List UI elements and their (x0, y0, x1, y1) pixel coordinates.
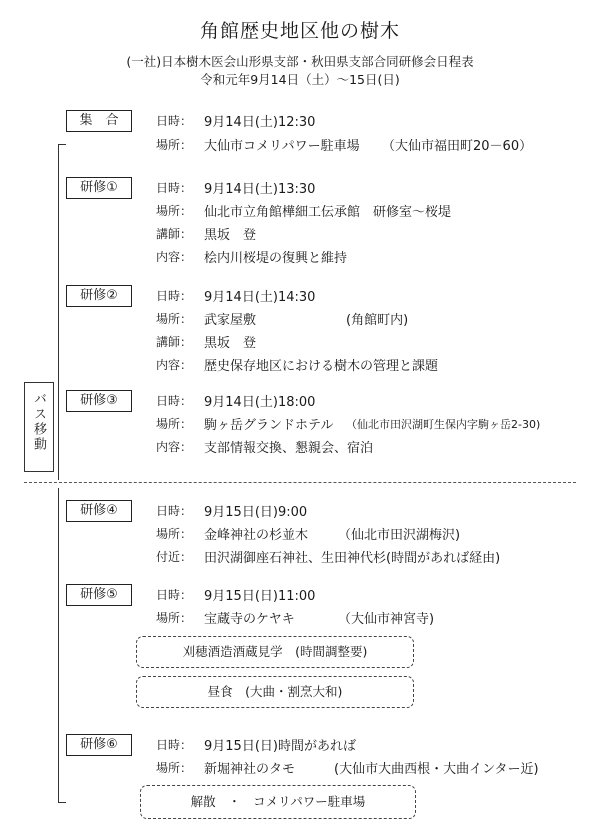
row-label: 場所： (156, 417, 193, 431)
row-label: 場所： (156, 527, 193, 541)
row-value: 歴史保存地区における樹木の管理と課題 (204, 359, 439, 374)
row-label: 場所： (156, 204, 193, 218)
bus-bracket-line-lower (58, 488, 59, 802)
row-label: 内容： (156, 358, 193, 372)
bus-bracket-line (58, 144, 59, 480)
lunch-box: 昼食 (大曲・割烹大和) (136, 676, 414, 708)
row-label: 付近： (156, 550, 193, 564)
row-label: 場所： (156, 611, 193, 625)
dismissal-box: 解散 ・ コメリパワー駐車場 (140, 785, 416, 819)
page-dates: 令和元年9月14日（土）〜15日(日) (200, 72, 400, 87)
row-value: 9月14日(土)14:30 (204, 290, 316, 305)
row-label: 日時： (156, 738, 193, 752)
row-value: 新堀神社のタモ (204, 762, 296, 777)
row-note: （大仙市福田町20－60） (382, 139, 533, 154)
section-badge-training-1: 研修① (66, 177, 132, 199)
row-value: 武家屋敷 (204, 313, 257, 328)
row-label: 日時： (156, 114, 193, 128)
row-value: 9月14日(土)13:30 (204, 182, 316, 197)
row-note: （仙北市田沢湖梅沢) (338, 528, 461, 543)
section-badge-training-5: 研修⑤ (66, 584, 132, 606)
section-badge-training-6: 研修⑥ (66, 734, 132, 756)
page-title: 角館歴史地区他の樹木 (199, 20, 400, 42)
row-value: 9月14日(土)12:30 (204, 115, 316, 130)
row-value: 金峰神社の杉並木 (204, 528, 309, 543)
bus-label: バス移動 (31, 392, 46, 452)
row-value: 9月15日(日)9:00 (204, 505, 308, 520)
bus-bracket-bottom (58, 802, 66, 803)
row-label: 日時： (156, 588, 193, 602)
row-note: （仙北市田沢湖町生保内字駒ヶ岳2-30) (346, 418, 541, 431)
row-value: 桧内川桜堤の復興と維持 (204, 251, 348, 266)
sake-brewery-box: 刈穂酒造酒蔵見学 (時間調整要) (136, 636, 414, 668)
row-label: 内容： (156, 250, 193, 264)
row-note: (角館町内) (346, 313, 409, 328)
row-label: 日時： (156, 289, 193, 303)
row-value: 支部情報交換、懇親会、宿泊 (204, 441, 374, 456)
row-label: 日時： (156, 181, 193, 195)
section-badge-assembly: 集 合 (66, 110, 132, 132)
row-label: 場所： (156, 761, 193, 775)
row-label: 日時： (156, 394, 193, 408)
row-value: 9月15日(日)11:00 (204, 589, 316, 604)
row-value: 田沢湖御座石神社、生田神代杉(時間があれば経由) (204, 551, 501, 566)
row-label: 講師： (156, 227, 193, 241)
row-label: 講師： (156, 335, 193, 349)
row-value: 9月15日(日)時間があれば (204, 739, 356, 754)
row-note: （大仙市神宮寺) (338, 612, 435, 627)
row-value: 黒坂 登 (204, 228, 257, 243)
row-value: 大仙市コメリパワー駐車場 (204, 139, 360, 154)
section-badge-training-2: 研修② (66, 285, 132, 307)
row-value: 9月14日(土)18:00 (204, 395, 316, 410)
bus-bracket-top (58, 144, 66, 145)
row-label: 内容： (156, 440, 193, 454)
row-label: 場所： (156, 138, 193, 152)
row-label: 場所： (156, 312, 193, 326)
row-value: 駒ヶ岳グランドホテル (204, 418, 334, 433)
row-value: 黒坂 登 (204, 336, 257, 351)
row-value: 宝蔵寺のケヤキ (204, 612, 295, 627)
day-separator (24, 482, 576, 483)
row-note: (大仙市大曲西根・大曲インター近) (334, 762, 539, 777)
page-subtitle: (一社)日本樹木医会山形県支部・秋田県支部合同研修会日程表 (126, 54, 474, 69)
row-label: 日時： (156, 504, 193, 518)
section-badge-training-4: 研修④ (66, 500, 132, 522)
row-value: 仙北市立角館樺細工伝承館 研修室〜桜堤 (204, 205, 452, 220)
section-badge-training-3: 研修③ (66, 390, 132, 412)
